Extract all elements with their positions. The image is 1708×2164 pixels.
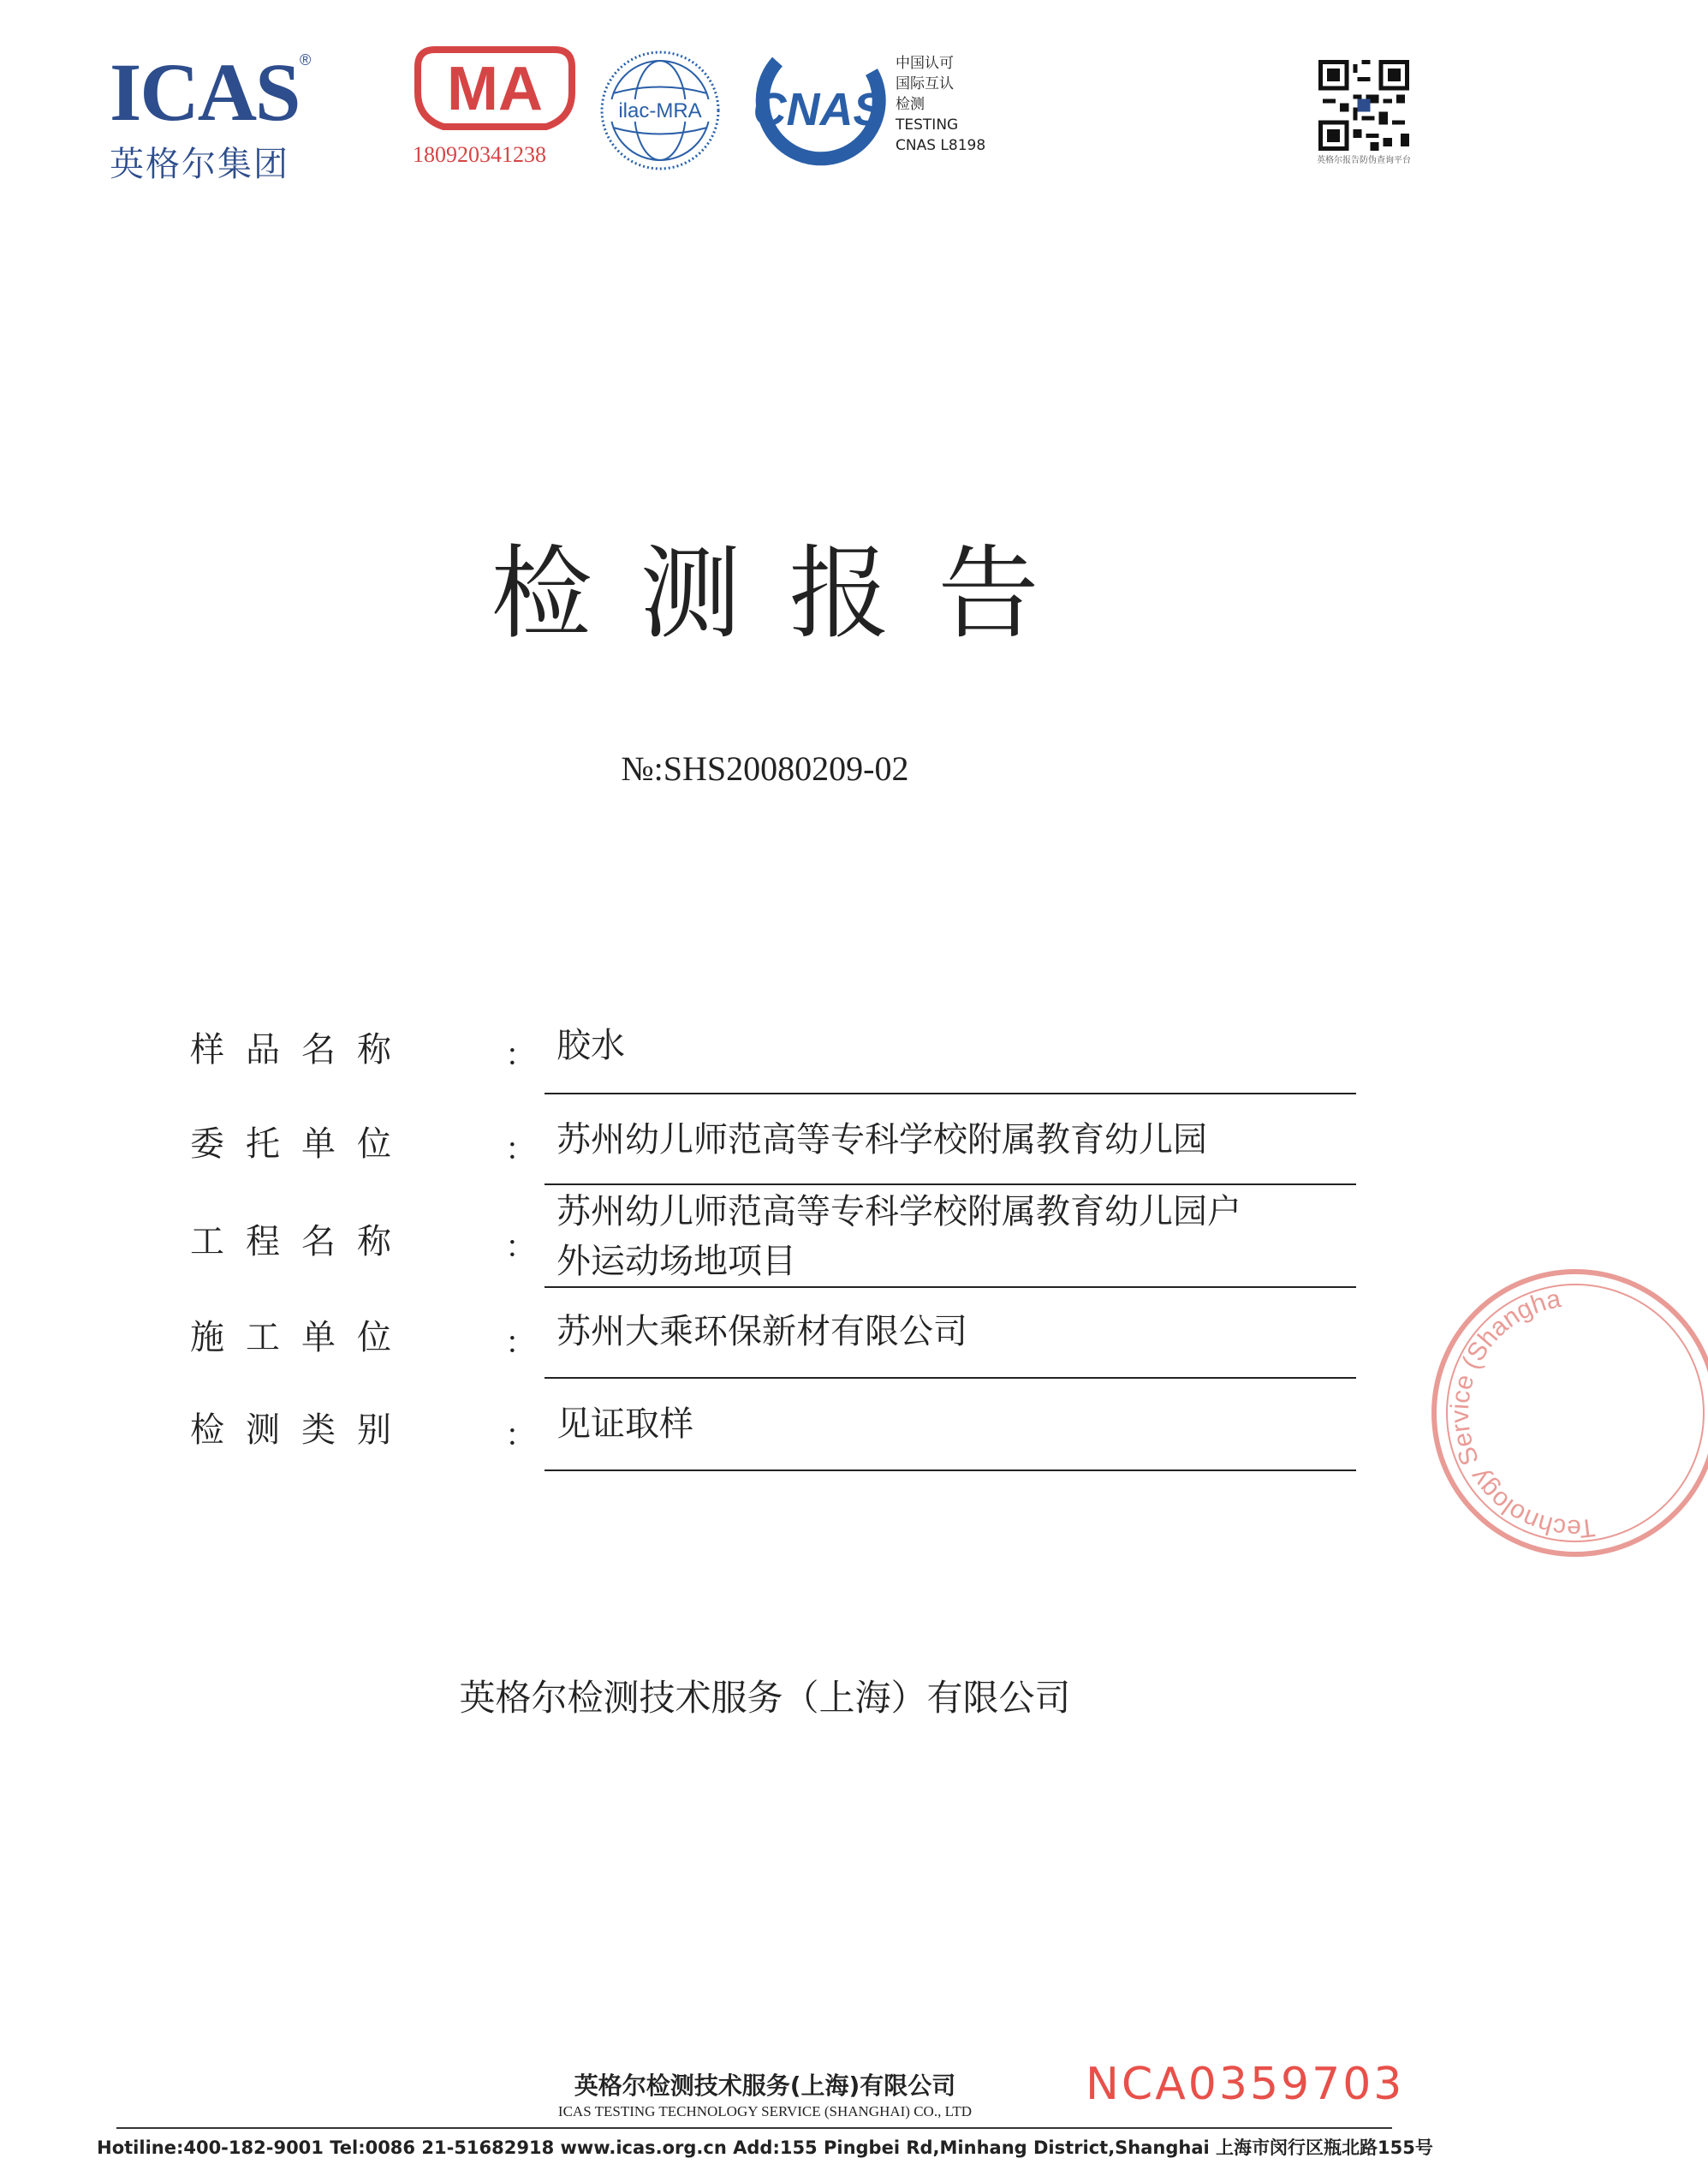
cnas-side-line: 检测 bbox=[896, 96, 925, 113]
field-underline bbox=[545, 1183, 1356, 1185]
cnas-logo bbox=[743, 46, 897, 175]
qr-code-icon bbox=[1318, 60, 1409, 151]
field-value-contractor: 苏州大乘环保新材有限公司 bbox=[556, 1312, 967, 1351]
report-title: 检测报告 bbox=[491, 534, 1087, 653]
ilac-text: ilac-MRA bbox=[618, 99, 702, 122]
field-colon: ： bbox=[505, 1326, 537, 1361]
field-underline bbox=[545, 1469, 1356, 1471]
footer-contact: Hotiline:400-182-9001 Tel:0086 21-51682918 www.icas.org.cn Add:155 Pingbei Rd,Minhang District,Shanghai 上海市闵行区瓶北路155号 bbox=[97, 2137, 1433, 2158]
cma-mark-icon bbox=[409, 41, 580, 140]
cnas-accreditation-text bbox=[896, 53, 1007, 156]
field-value-client: 苏州幼儿师范高等专科学校附属教育幼儿园 bbox=[556, 1120, 1207, 1159]
field-label-sample-name: 样品名称 bbox=[190, 1030, 413, 1070]
field-value-project-name-line1: 苏州幼儿师范高等专科学校附属教育幼儿园户 bbox=[556, 1192, 1241, 1231]
cnas-side-line: 国际互认 bbox=[896, 75, 954, 92]
ilac-globe-icon bbox=[596, 46, 724, 175]
qr-caption: 英格尔报告防伪查询平台 bbox=[1317, 156, 1411, 165]
field-underline bbox=[545, 1286, 1356, 1288]
field-label-test-type: 检测类别 bbox=[190, 1410, 413, 1450]
svg-text:Technology Service (Shanghai) bbox=[1417, 1285, 1610, 1567]
company-seal bbox=[1417, 1259, 1597, 1567]
cnas-side-line: 中国认可 bbox=[896, 55, 954, 72]
registered-mark: ® bbox=[300, 51, 312, 69]
field-label-contractor: 施工单位 bbox=[190, 1318, 413, 1357]
cma-logo bbox=[409, 41, 580, 170]
field-colon: ： bbox=[505, 1230, 537, 1265]
cma-text: MA bbox=[447, 55, 543, 123]
field-underline bbox=[545, 1093, 1356, 1094]
icas-logo bbox=[110, 46, 332, 184]
field-value-test-type: 见证取样 bbox=[556, 1404, 693, 1444]
footer-company-en: ICAS TESTING TECHNOLOGY SERVICE (SHANGHAI) CO., LTD bbox=[557, 2103, 973, 2119]
cnas-mark-icon bbox=[743, 46, 897, 175]
seal-text: Technology Service (Shanghai) bbox=[1445, 1285, 1597, 1543]
cnas-side-line: TESTING bbox=[896, 116, 959, 134]
cma-number: 180920341238 bbox=[413, 142, 546, 167]
cnas-side-line: CNAS L8198 bbox=[896, 137, 986, 154]
serial-number: NCA0359703 bbox=[1086, 2059, 1405, 2110]
report-number: №:SHS20080209-02 bbox=[621, 749, 909, 788]
field-colon: ： bbox=[505, 1132, 537, 1167]
field-colon: ： bbox=[505, 1038, 537, 1073]
seal-stamp-icon bbox=[1417, 1259, 1708, 1567]
issuing-company: 英格尔检测技术服务（上海）有限公司 bbox=[459, 1677, 1071, 1719]
footer-company-cn: 英格尔检测技术服务(上海)有限公司 bbox=[574, 2072, 956, 2100]
cnas-text: CNAS bbox=[753, 84, 884, 135]
ilac-mra-logo bbox=[596, 46, 724, 175]
field-value-sample-name: 胶水 bbox=[556, 1026, 625, 1065]
icas-logo-text: ICAS bbox=[110, 46, 300, 138]
field-value-project-name-line2: 外运动场地项目 bbox=[556, 1242, 796, 1281]
icas-group-name: 英格尔集团 bbox=[110, 145, 289, 184]
field-colon: ： bbox=[505, 1418, 537, 1453]
field-label-client: 委托单位 bbox=[190, 1124, 413, 1164]
field-label-project-name: 工程名称 bbox=[190, 1222, 413, 1261]
footer-divider bbox=[116, 2127, 1392, 2129]
field-underline bbox=[545, 1377, 1356, 1379]
